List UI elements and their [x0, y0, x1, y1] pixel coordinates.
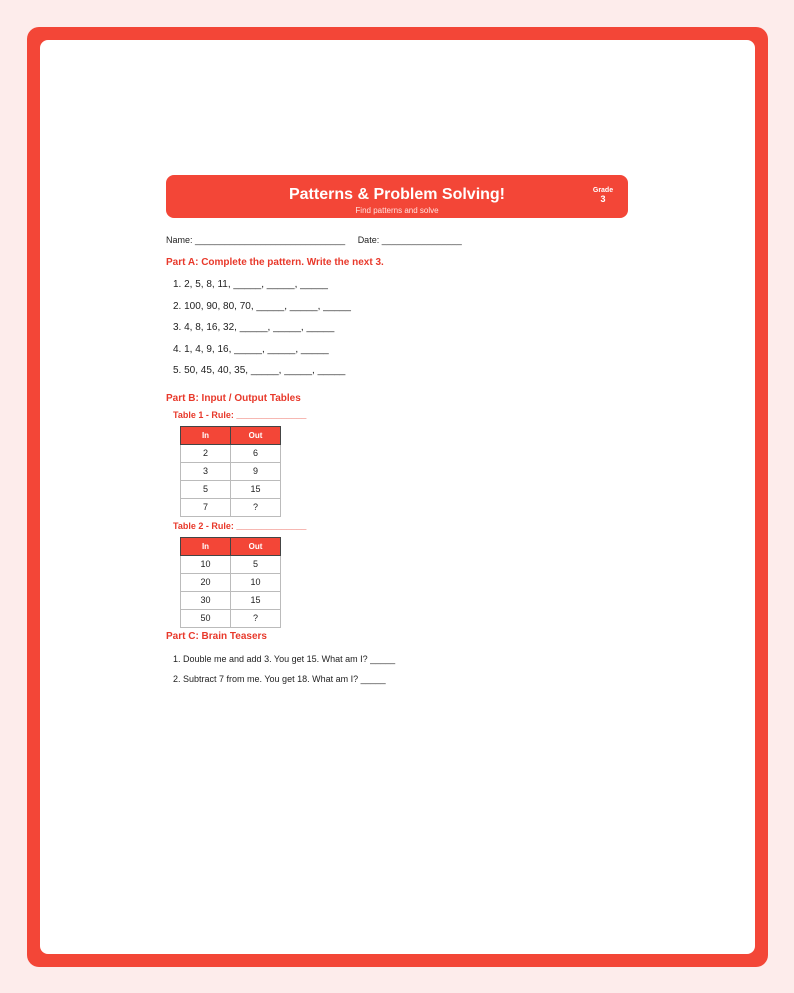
table-cell-out[interactable]: ?	[231, 498, 281, 516]
part-c-list	[173, 649, 628, 689]
name-field[interactable]: Name: ______________________________	[166, 235, 346, 245]
table-cell-in: 5	[181, 480, 231, 498]
part-a-list	[173, 274, 628, 382]
table-cell-out: 15	[231, 591, 281, 609]
table-row	[181, 444, 281, 462]
grade-value: 3	[600, 194, 606, 204]
table-cell-in: 3	[181, 462, 231, 480]
table-cell-out: 5	[231, 555, 281, 573]
table-row	[181, 480, 281, 498]
table-cell-out: 10	[231, 573, 281, 591]
table-cell-in: 10	[181, 555, 231, 573]
table-row	[181, 462, 281, 480]
table-cell-out[interactable]: ?	[231, 609, 281, 627]
table-row	[181, 591, 281, 609]
table-cell-out: 6	[231, 444, 281, 462]
table-cell-in: 30	[181, 591, 231, 609]
table-header-out: Out	[231, 537, 281, 555]
pattern-item[interactable]: 2. 100, 90, 80, 70, _____, _____, _____	[173, 300, 351, 312]
table-cell-in: 2	[181, 444, 231, 462]
table-header-in: In	[181, 537, 231, 555]
pattern-item[interactable]: 5. 50, 45, 40, 35, _____, _____, _____	[173, 365, 346, 377]
table-header-in: In	[181, 426, 231, 444]
table-row	[181, 555, 281, 573]
pattern-item[interactable]: 1. 2, 5, 8, 11, _____, _____, _____	[173, 279, 328, 290]
table-row	[181, 498, 281, 516]
table-cell-out: 15	[231, 480, 281, 498]
table-cell-in: 7	[181, 498, 231, 516]
pattern-item[interactable]: 3. 4, 8, 16, 32, _____, _____, _____	[173, 322, 335, 334]
date-field[interactable]: Date: ________________	[357, 235, 462, 245]
table-cell-in: 50	[181, 609, 231, 627]
part-c-title: Part C: Brain Teasers	[166, 630, 267, 642]
table-2	[180, 537, 281, 628]
grade-badge	[588, 186, 618, 204]
table-2-rule-label[interactable]: Table 2 - Rule: ______________	[173, 520, 307, 531]
worksheet-subtitle: Find patterns and solve	[355, 206, 439, 215]
table-1-rule-label[interactable]: Table 1 - Rule: ______________	[173, 409, 307, 420]
table-cell-out: 9	[231, 462, 281, 480]
name-date-row	[166, 234, 628, 246]
grade-label: Grade	[592, 187, 614, 194]
table-cell-in: 20	[181, 573, 231, 591]
table-1	[180, 426, 281, 517]
part-a-title: Part A: Complete the pattern. Write the next 3.	[166, 257, 384, 268]
table-row	[181, 609, 281, 627]
teaser-item[interactable]: 1. Double me and add 3. You get 15. What am I? _____	[173, 653, 396, 664]
table-row	[181, 573, 281, 591]
title-banner	[166, 175, 628, 218]
part-b-title: Part B: Input / Output Tables	[166, 392, 301, 404]
worksheet-title: Patterns & Problem Solving!	[288, 186, 506, 203]
pattern-item[interactable]: 4. 1, 4, 9, 16, _____, _____, _____	[173, 343, 329, 355]
worksheet-content	[166, 234, 628, 689]
teaser-item[interactable]: 2. Subtract 7 from me. You get 18. What am I? _____	[173, 673, 386, 684]
table-header-out: Out	[231, 426, 281, 444]
